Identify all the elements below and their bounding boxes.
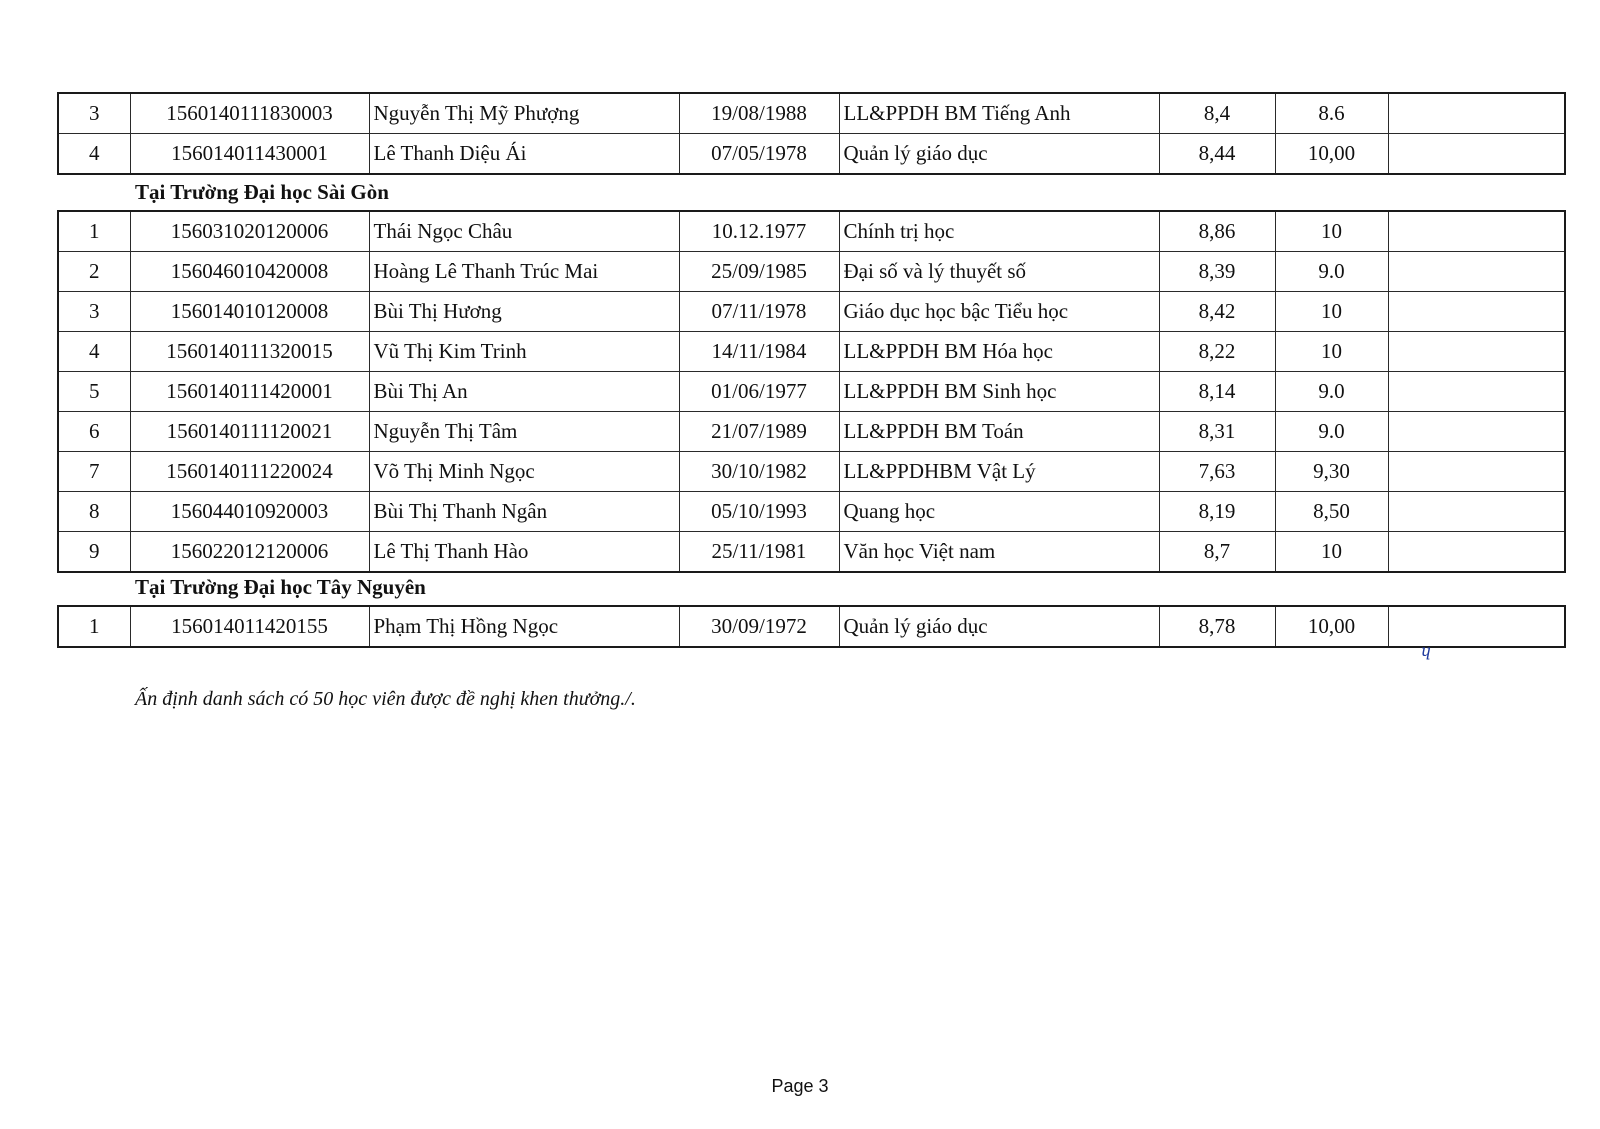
cell-note <box>1388 252 1565 292</box>
table-row <box>58 452 1565 492</box>
table-row <box>58 492 1565 532</box>
cell-student-id: 156031020120006 <box>130 211 369 252</box>
cell-thesis-score: 10 <box>1275 292 1388 332</box>
cell-student-id: 1560140111320015 <box>130 332 369 372</box>
cell-date-of-birth: 07/11/1978 <box>679 292 839 332</box>
cell-thesis-score: 9,30 <box>1275 452 1388 492</box>
cell-major: LL&PPDH BM Toán <box>839 412 1159 452</box>
cell-full-name: Bùi Thị An <box>369 372 679 412</box>
cell-thesis-score: 9.0 <box>1275 252 1388 292</box>
cell-gpa: 8,31 <box>1159 412 1275 452</box>
cell-note <box>1388 452 1565 492</box>
table-row <box>58 252 1565 292</box>
cell-number: 1 <box>58 211 130 252</box>
cell-note <box>1388 211 1565 252</box>
cell-number: 4 <box>58 332 130 372</box>
cell-number: 9 <box>58 532 130 573</box>
cell-note <box>1388 93 1565 134</box>
cell-student-id: 156046010420008 <box>130 252 369 292</box>
cell-date-of-birth: 05/10/1993 <box>679 492 839 532</box>
cell-major: Quản lý giáo dục <box>839 134 1159 175</box>
cell-thesis-score: 10,00 <box>1275 134 1388 175</box>
student-table-continued <box>57 92 1566 175</box>
cell-major: Đại số và lý thuyết số <box>839 252 1159 292</box>
table-row <box>58 532 1565 573</box>
cell-note <box>1388 292 1565 332</box>
table-row <box>58 93 1565 134</box>
cell-date-of-birth: 30/10/1982 <box>679 452 839 492</box>
cell-student-id: 1560140111830003 <box>130 93 369 134</box>
table-row <box>58 292 1565 332</box>
table-row <box>58 332 1565 372</box>
cell-gpa: 8,4 <box>1159 93 1275 134</box>
cell-thesis-score: 10 <box>1275 211 1388 252</box>
table-row <box>58 372 1565 412</box>
cell-student-id: 1560140111120021 <box>130 412 369 452</box>
cell-thesis-score: 8,50 <box>1275 492 1388 532</box>
cell-date-of-birth: 07/05/1978 <box>679 134 839 175</box>
cell-major: Văn học Việt nam <box>839 532 1159 573</box>
cell-number: 7 <box>58 452 130 492</box>
cell-major: LL&PPDH BM Hóa học <box>839 332 1159 372</box>
cell-date-of-birth: 21/07/1989 <box>679 412 839 452</box>
cell-full-name: Võ Thị Minh Ngọc <box>369 452 679 492</box>
cell-full-name: Phạm Thị Hồng Ngọc <box>369 606 679 647</box>
cell-note <box>1388 492 1565 532</box>
cell-full-name: Vũ Thị Kim Trinh <box>369 332 679 372</box>
cell-major: Quang học <box>839 492 1159 532</box>
cell-major: LL&PPDH BM Tiếng Anh <box>839 93 1159 134</box>
cell-date-of-birth: 14/11/1984 <box>679 332 839 372</box>
cell-number: 1 <box>58 606 130 647</box>
cell-student-id: 156044010920003 <box>130 492 369 532</box>
cell-note <box>1388 412 1565 452</box>
cell-thesis-score: 9.0 <box>1275 412 1388 452</box>
table-row <box>58 606 1565 647</box>
cell-major: Quản lý giáo dục <box>839 606 1159 647</box>
cell-thesis-score: 8.6 <box>1275 93 1388 134</box>
cell-gpa: 8,19 <box>1159 492 1275 532</box>
cell-full-name: Nguyễn Thị Tâm <box>369 412 679 452</box>
table-row <box>58 134 1565 175</box>
cell-note <box>1388 134 1565 175</box>
cell-number: 2 <box>58 252 130 292</box>
section-title-sai-gon: Tại Trường Đại học Sài Gòn <box>135 180 389 204</box>
cell-student-id: 156014011430001 <box>130 134 369 175</box>
cell-date-of-birth: 25/11/1981 <box>679 532 839 573</box>
page-number: Page 3 <box>771 1076 829 1096</box>
cell-thesis-score: 9.0 <box>1275 372 1388 412</box>
cell-date-of-birth: 01/06/1977 <box>679 372 839 412</box>
cell-major: Chính trị học <box>839 211 1159 252</box>
cell-gpa: 8,42 <box>1159 292 1275 332</box>
cell-date-of-birth: 19/08/1988 <box>679 93 839 134</box>
cell-full-name: Lê Thanh Diệu Ái <box>369 134 679 175</box>
student-table-tay-nguyen <box>57 605 1566 648</box>
cell-full-name: Bùi Thị Hương <box>369 292 679 332</box>
cell-student-id: 1560140111220024 <box>130 452 369 492</box>
cell-number: 5 <box>58 372 130 412</box>
cell-number: 4 <box>58 134 130 175</box>
cell-full-name: Bùi Thị Thanh Ngân <box>369 492 679 532</box>
cell-gpa: 8,86 <box>1159 211 1275 252</box>
cell-date-of-birth: 30/09/1972 <box>679 606 839 647</box>
closing-note: Ấn định danh sách có 50 học viên được đề nghị khen thưởng./. <box>135 688 636 710</box>
cell-full-name: Hoàng Lê Thanh Trúc Mai <box>369 252 679 292</box>
cell-student-id: 156022012120006 <box>130 532 369 573</box>
handwritten-initial-mark: ɥ <box>1421 641 1432 660</box>
cell-full-name: Nguyễn Thị Mỹ Phượng <box>369 93 679 134</box>
cell-gpa: 8,22 <box>1159 332 1275 372</box>
cell-thesis-score: 10 <box>1275 532 1388 573</box>
cell-major: Giáo dục học bậc Tiểu học <box>839 292 1159 332</box>
cell-note <box>1388 532 1565 573</box>
table-row <box>58 412 1565 452</box>
cell-date-of-birth: 25/09/1985 <box>679 252 839 292</box>
cell-gpa: 8,7 <box>1159 532 1275 573</box>
cell-note <box>1388 606 1565 647</box>
cell-gpa: 7,63 <box>1159 452 1275 492</box>
table-row <box>58 211 1565 252</box>
cell-major: LL&PPDH BM Sinh học <box>839 372 1159 412</box>
cell-gpa: 8,44 <box>1159 134 1275 175</box>
cell-full-name: Lê Thị Thanh Hào <box>369 532 679 573</box>
student-table-sai-gon <box>57 210 1566 573</box>
cell-gpa: 8,78 <box>1159 606 1275 647</box>
cell-full-name: Thái Ngọc Châu <box>369 211 679 252</box>
cell-number: 6 <box>58 412 130 452</box>
cell-major: LL&PPDHBM Vật Lý <box>839 452 1159 492</box>
cell-thesis-score: 10 <box>1275 332 1388 372</box>
cell-number: 3 <box>58 292 130 332</box>
cell-number: 3 <box>58 93 130 134</box>
cell-thesis-score: 10,00 <box>1275 606 1388 647</box>
cell-gpa: 8,14 <box>1159 372 1275 412</box>
cell-student-id: 156014010120008 <box>130 292 369 332</box>
cell-student-id: 156014011420155 <box>130 606 369 647</box>
cell-date-of-birth: 10.12.1977 <box>679 211 839 252</box>
cell-note <box>1388 332 1565 372</box>
cell-note <box>1388 372 1565 412</box>
cell-number: 8 <box>58 492 130 532</box>
cell-gpa: 8,39 <box>1159 252 1275 292</box>
section-title-tay-nguyen: Tại Trường Đại học Tây Nguyên <box>135 575 426 599</box>
cell-student-id: 1560140111420001 <box>130 372 369 412</box>
